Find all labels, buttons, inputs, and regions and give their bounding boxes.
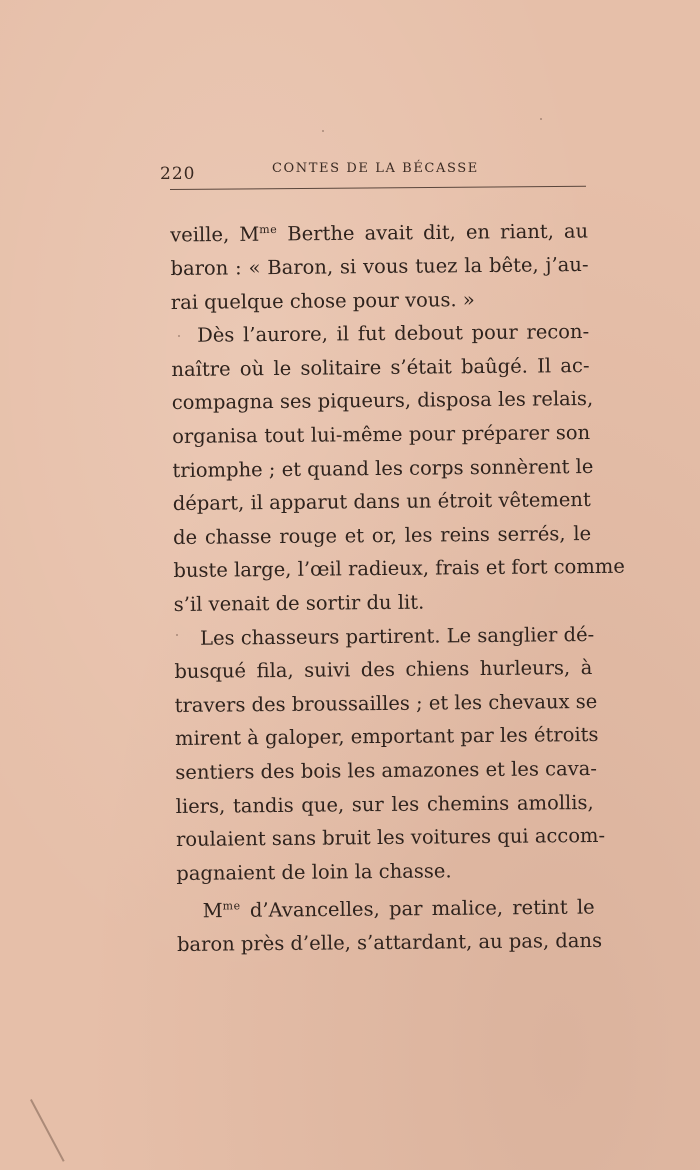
text-line: compagna ses piqueurs, disposa les relais, [171,387,594,415]
text-line: baron : « Baron, si vous tuez la bête, j’au- [170,253,589,281]
text-line: roulaient sans bruit les voitures qui accom- [175,824,606,852]
text-line: départ, il apparut dans un étroit vêtement [172,488,591,516]
text-line: organisa tout lui-même pour préparer son [172,421,591,449]
text-line: s’il venait de sortir du lit. [173,590,425,617]
paper-speck [322,130,324,132]
paper-speck [176,634,178,636]
paper-crease [30,1099,65,1162]
text-line: baron près d’elle, s’attardant, au pas, dans [176,929,603,957]
text-line: sentiers des bois les amazones et les cava- [175,756,597,784]
running-title: CONTES DE LA BÉCASSE [272,161,479,176]
paper-speck [178,335,180,337]
text-line: rai quelque chose pour vous. » [170,287,475,314]
text-line: buste large, l’œil radieux, frais et fort comme [173,555,625,583]
text-line: mirent à galoper, emportant par les étroits [174,723,599,751]
page-number: 220 [160,164,196,184]
text-line: Dès l’aurore, il fut debout pour recon- [197,320,590,348]
text-line: veille, $M^{me}$ Berthe avait dit, en riant, au [170,219,589,247]
text-line: de chasse rouge et or, les reins serrés, le [172,521,592,549]
body-text [170,210,625,962]
header-rule [170,186,586,190]
text-line: pagnaient de loin la chasse. [176,859,452,885]
page-header [160,158,590,186]
text-line: triomphe ; et quand les corps sonnèrent le [172,454,594,482]
text-line: Les chasseurs partirent. Le sanglier dé- [199,622,595,650]
text-line: busqué fila, suivi des chiens hurleurs, à [174,656,593,684]
text-line: liers, tandis que, sur les chemins amollis, [175,790,594,818]
text-line: travers des broussailles ; et les chevaux se [174,689,598,717]
text-line: $M^{me}$ d’Avancelles, par malice, retint le [202,895,595,923]
paper-speck [540,118,542,120]
text-line: naître où le solitaire s’était baûgé. Il ac- [171,353,590,381]
